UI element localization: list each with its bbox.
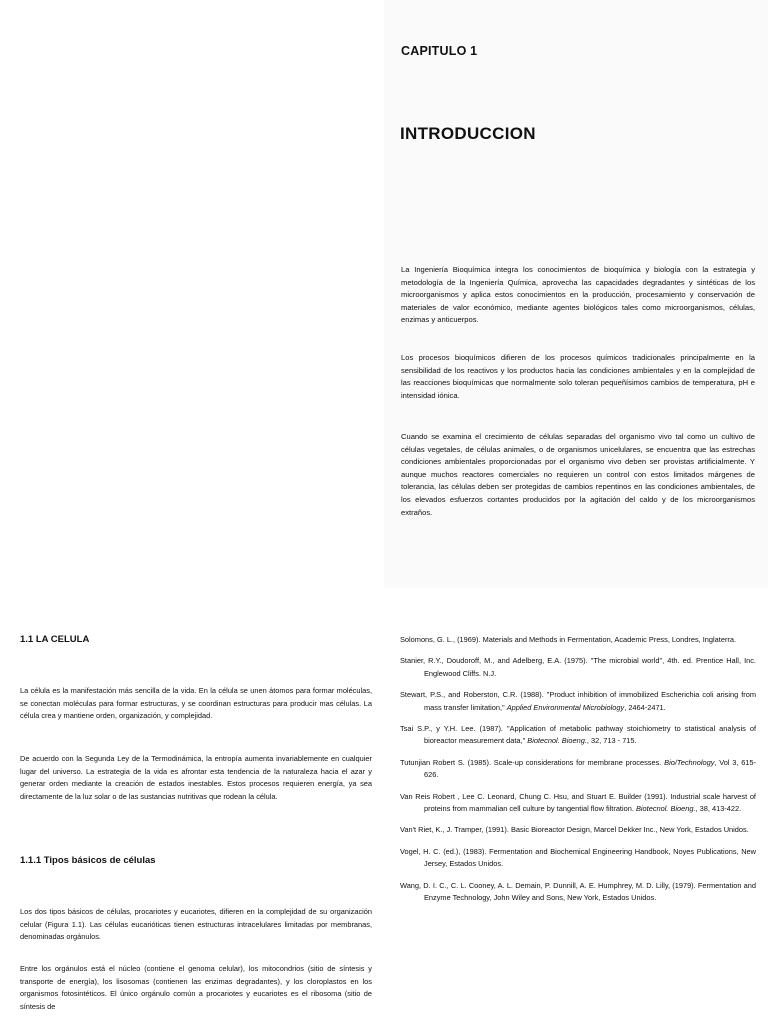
bottom-spread [0, 588, 768, 1024]
reference-item: Vogel, H. C. (ed.), (1983). Fermentation and Biochemical Engineering Handbook, Noyes Publications, New Jersey, Estados Unidos. [400, 846, 756, 869]
reference-item: Wang, D. I. C., C. L. Cooney, A. L. Demain, P. Dunnill, A. E. Humphrey, M. D. Lilly, (1979). Fermentation and Enzyme Technology, John Wiley and Sons, New York, Estados Unidos. [400, 880, 756, 903]
intro-paragraph-1: La Ingeniería Bioquímica integra los conocimientos de bioquímica y biología con la estrategia y metodología de la Ingeniería Química, aprovecha las capacidades degradantes y sintéticas de los microorganismos y aplica estos conocimientos en la producción, procesamiento y conservación de materiales de valor económico, mediante agentes biológicos tales como microorganismos, células, enzimas y anticuerpos. [401, 265, 755, 325]
reference-item: Tutunjian Robert S. (1985). Scale-up considerations for membrane processes. Bio/Technology, Vol 3, 615-626. [400, 757, 756, 780]
reference-item: Stewart, P.S., and Roberston, C.R. (1988). "Product inhibition of immobilized Escherichia coli arising from mass transfer limitation," Applied Environmental Microbiology, 2464-2471. [400, 690, 756, 712]
reference-list [400, 634, 756, 914]
cell-types-paragraph-2: Entre los orgánulos está el núcleo (contiene el genoma celular), los mitocondrios (sitio de síntesis y transporte de energía), los lisosomas (contienen las enzimas degradantes), y los cloroplastos en los organismos fotosintéticos. El único orgánulo común a procariotes y eucariotes es el ribosoma (sitio de síntesis de [20, 964, 372, 1011]
intro-paragraph-3: Cuando se examina el crecimiento de células separadas del organismo vivo tal como un cultivo de células vegetales, de células animales, o de organismos unicelulares, se encuentra que las estrechas condiciones ambientales proporcionadas por el organismo vivo deben ser provistas artificialmente. Y aunque muchos reactores comerciales no requieren un control con estos limitados márgenes de tolerancia, las células deben ser protegidas de cambios repentinos en las condiciones ambientales, de los elevados esfuerzos cortantes producidos por la agitación del caldo y de los microorganismos extraños. [401, 432, 755, 517]
intro-paragraph-2: Los procesos bioquímicos difieren de los procesos químicos tradicionales principalmente en la sensibilidad de los reactivos y los productos hacia las condiciones ambientales y en la complejidad de las reacciones bioquímicas que normalmente solo toleran pequeñísimos cambios de temperatura, pH e intensidad iónica. [401, 353, 755, 400]
section-heading-1-1-1: 1.1.1 Tipos básicos de células [20, 855, 156, 866]
chapter-title: INTRODUCCION [400, 124, 536, 143]
reference-item: Van Reis Robert , Lee C. Leonard, Chung C. Hsu, and Stuart E. Builder (1991). Industrial scale harvest of proteins from mammalian cell culture by tangential flow filtration. Biotecnol. Bioeng., 38, 413-422. [400, 791, 756, 814]
chapter-label: CAPITULO 1 [401, 44, 478, 58]
cell-types-paragraph-1: Los dos tipos básicos de células, procariotes y eucariotes, difieren en la complejidad de su organización celular (Figura 1.1). Las células eucarióticas tienen estructuras intracelulares limitadas por membranas, denominadas orgánulos. [20, 907, 372, 942]
cell-paragraph-2: De acuerdo con la Segunda Ley de la Termodinámica, la entropía aumenta invariablemente en cualquier lugar del universo. La estrategia de la vida es afrontar esta tendencia de la naturaleza hacia el azar y generar orden mediante la creación de estados inestables. Estos procesos requieren energía, ya sea directamente de la luz solar o de las sustancias nutritivas que rodean la célula. [20, 754, 372, 801]
reference-item: Van't Riet, K., J. Tramper, (1991). Basic Bioreactor Design, Marcel Dekker Inc., New York, Estados Unidos. [400, 825, 749, 835]
reference-item: Solomons, G. L., (1969). Materials and Methods in Fermentation, Academic Press, Londres, Inglaterra. [400, 635, 737, 644]
section-heading-1-1: 1.1 LA CELULA [20, 634, 90, 645]
cell-paragraph-1: La célula es la manifestación más sencilla de la vida. En la célula se unen átomos para formar moléculas, se conectan moléculas para formar estructuras, y se coordinan estructuras para producir mas células. La célula crea y mantiene orden, organización, y complejidad. [20, 686, 372, 721]
blank-left-page [0, 0, 384, 588]
reference-item: Stanier, R.Y., Doudoroff, M., and Adelberg, E.A. (1975). "The microbial world", 4th. ed. Prentice Hall, Inc. Englewood Cliffs. N.J. [400, 656, 756, 678]
reference-item: Tsai S.P., y Y.H. Lee. (1987). "Application of metabolic pathway stoichiometry to statistical analysis of bioreactor measurement data," Biotecnol. Bioeng., 32, 713 - 715. [400, 724, 756, 746]
